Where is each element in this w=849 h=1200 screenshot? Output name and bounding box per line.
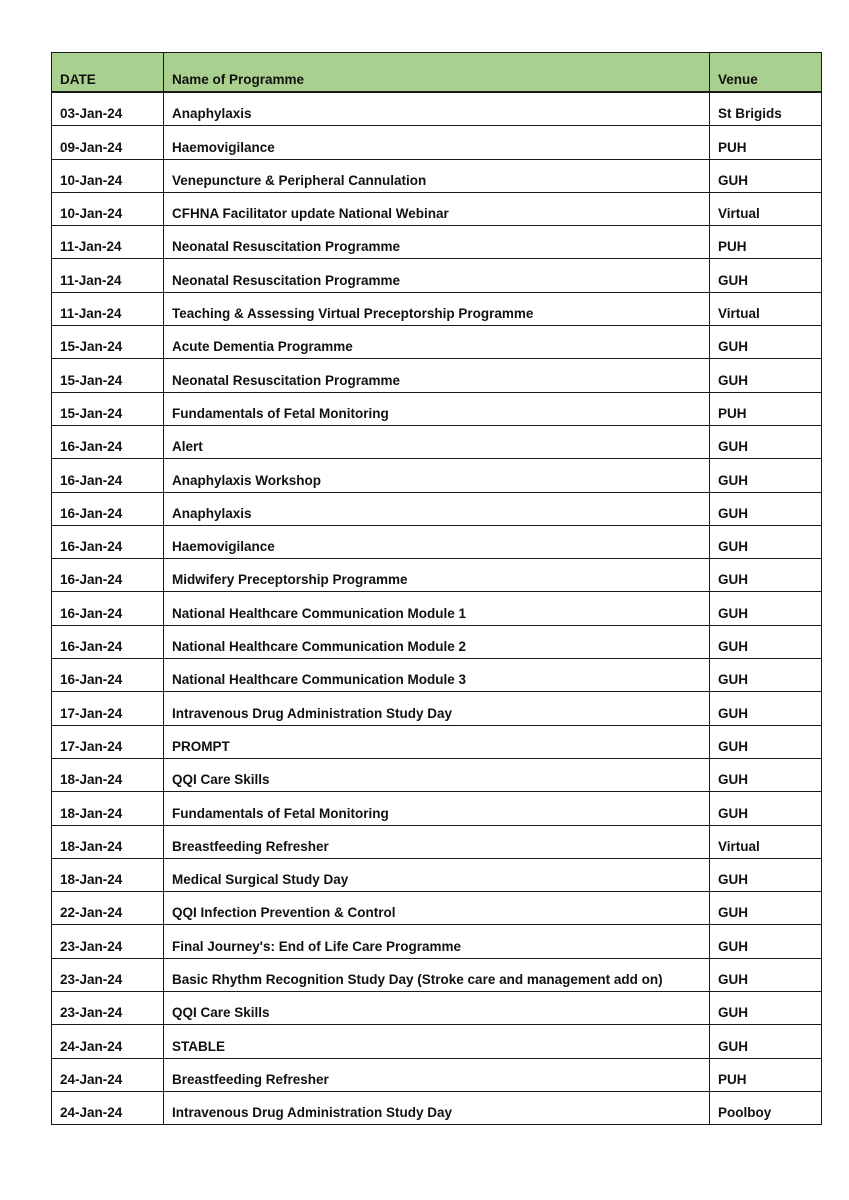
cell-programme: Neonatal Resuscitation Programme bbox=[164, 359, 710, 392]
cell-venue: GUH bbox=[710, 892, 822, 925]
cell-programme: National Healthcare Communication Module 1 bbox=[164, 592, 710, 625]
cell-venue: GUH bbox=[710, 725, 822, 758]
header-row bbox=[52, 53, 822, 93]
cell-date: 15-Jan-24 bbox=[52, 392, 164, 425]
cell-date: 11-Jan-24 bbox=[52, 292, 164, 325]
table-row bbox=[52, 1091, 822, 1124]
cell-date: 18-Jan-24 bbox=[52, 792, 164, 825]
table-row bbox=[52, 192, 822, 225]
table-row bbox=[52, 1058, 822, 1091]
cell-date: 16-Jan-24 bbox=[52, 525, 164, 558]
cell-venue: GUH bbox=[710, 958, 822, 991]
header-programme: Name of Programme bbox=[164, 53, 710, 93]
cell-programme: Neonatal Resuscitation Programme bbox=[164, 259, 710, 292]
cell-venue: GUH bbox=[710, 858, 822, 891]
table-row bbox=[52, 758, 822, 791]
cell-programme: Midwifery Preceptorship Programme bbox=[164, 559, 710, 592]
cell-venue: St Brigids bbox=[710, 92, 822, 126]
cell-programme: Basic Rhythm Recognition Study Day (Stroke care and management add on) bbox=[164, 958, 710, 991]
table-row bbox=[52, 226, 822, 259]
cell-venue: GUH bbox=[710, 425, 822, 458]
table-row bbox=[52, 559, 822, 592]
cell-programme: National Healthcare Communication Module 2 bbox=[164, 625, 710, 658]
table-row bbox=[52, 159, 822, 192]
table-row bbox=[52, 392, 822, 425]
cell-date: 18-Jan-24 bbox=[52, 758, 164, 791]
cell-date: 16-Jan-24 bbox=[52, 625, 164, 658]
table-row bbox=[52, 725, 822, 758]
cell-venue: PUH bbox=[710, 226, 822, 259]
cell-venue: GUH bbox=[710, 758, 822, 791]
cell-programme: Neonatal Resuscitation Programme bbox=[164, 226, 710, 259]
cell-programme: STABLE bbox=[164, 1025, 710, 1058]
table-row bbox=[52, 992, 822, 1025]
cell-date: 15-Jan-24 bbox=[52, 326, 164, 359]
table-body bbox=[52, 92, 822, 1125]
cell-programme: Intravenous Drug Administration Study Day bbox=[164, 1091, 710, 1124]
table-row bbox=[52, 592, 822, 625]
table-row bbox=[52, 459, 822, 492]
cell-date: 11-Jan-24 bbox=[52, 226, 164, 259]
cell-date: 23-Jan-24 bbox=[52, 958, 164, 991]
cell-date: 11-Jan-24 bbox=[52, 259, 164, 292]
table-row bbox=[52, 958, 822, 991]
cell-programme: National Healthcare Communication Module 3 bbox=[164, 659, 710, 692]
cell-programme: Medical Surgical Study Day bbox=[164, 858, 710, 891]
cell-venue: GUH bbox=[710, 259, 822, 292]
table-row bbox=[52, 425, 822, 458]
cell-date: 10-Jan-24 bbox=[52, 192, 164, 225]
cell-date: 16-Jan-24 bbox=[52, 559, 164, 592]
cell-programme: Teaching & Assessing Virtual Preceptorship Programme bbox=[164, 292, 710, 325]
cell-programme: Acute Dementia Programme bbox=[164, 326, 710, 359]
cell-venue: GUH bbox=[710, 525, 822, 558]
cell-venue: Virtual bbox=[710, 192, 822, 225]
cell-date: 18-Jan-24 bbox=[52, 825, 164, 858]
cell-venue: GUH bbox=[710, 992, 822, 1025]
cell-programme: Alert bbox=[164, 425, 710, 458]
cell-programme: Breastfeeding Refresher bbox=[164, 825, 710, 858]
table-row bbox=[52, 692, 822, 725]
cell-venue: GUH bbox=[710, 925, 822, 958]
cell-date: 24-Jan-24 bbox=[52, 1091, 164, 1124]
cell-venue: PUH bbox=[710, 1058, 822, 1091]
cell-programme: Fundamentals of Fetal Monitoring bbox=[164, 792, 710, 825]
table-row bbox=[52, 1025, 822, 1058]
cell-programme: QQI Care Skills bbox=[164, 758, 710, 791]
cell-programme: QQI Care Skills bbox=[164, 992, 710, 1025]
table-row bbox=[52, 659, 822, 692]
cell-venue: GUH bbox=[710, 792, 822, 825]
cell-venue: GUH bbox=[710, 692, 822, 725]
header-venue: Venue bbox=[710, 53, 822, 93]
cell-date: 09-Jan-24 bbox=[52, 126, 164, 159]
cell-date: 23-Jan-24 bbox=[52, 992, 164, 1025]
cell-venue: GUH bbox=[710, 592, 822, 625]
cell-programme: Anaphylaxis bbox=[164, 492, 710, 525]
cell-date: 17-Jan-24 bbox=[52, 692, 164, 725]
table-row bbox=[52, 892, 822, 925]
cell-venue: Virtual bbox=[710, 825, 822, 858]
cell-programme: Fundamentals of Fetal Monitoring bbox=[164, 392, 710, 425]
cell-venue: PUH bbox=[710, 392, 822, 425]
cell-venue: GUH bbox=[710, 659, 822, 692]
cell-venue: Poolboy bbox=[710, 1091, 822, 1124]
cell-programme: Anaphylaxis Workshop bbox=[164, 459, 710, 492]
table-row bbox=[52, 92, 822, 126]
programme-schedule-table bbox=[51, 52, 822, 1125]
table-row bbox=[52, 858, 822, 891]
cell-programme: CFHNA Facilitator update National Webinar bbox=[164, 192, 710, 225]
cell-venue: GUH bbox=[710, 326, 822, 359]
cell-venue: GUH bbox=[710, 492, 822, 525]
cell-date: 16-Jan-24 bbox=[52, 492, 164, 525]
table-row bbox=[52, 359, 822, 392]
cell-date: 16-Jan-24 bbox=[52, 659, 164, 692]
cell-programme: Final Journey's: End of Life Care Programme bbox=[164, 925, 710, 958]
table-row bbox=[52, 126, 822, 159]
cell-venue: GUH bbox=[710, 559, 822, 592]
cell-programme: QQI Infection Prevention & Control bbox=[164, 892, 710, 925]
cell-programme: Venepuncture & Peripheral Cannulation bbox=[164, 159, 710, 192]
cell-programme: Anaphylaxis bbox=[164, 92, 710, 126]
cell-programme: PROMPT bbox=[164, 725, 710, 758]
cell-venue: GUH bbox=[710, 359, 822, 392]
cell-date: 16-Jan-24 bbox=[52, 425, 164, 458]
header-date: DATE bbox=[52, 53, 164, 93]
cell-date: 23-Jan-24 bbox=[52, 925, 164, 958]
cell-programme: Haemovigilance bbox=[164, 126, 710, 159]
table-row bbox=[52, 492, 822, 525]
cell-programme: Breastfeeding Refresher bbox=[164, 1058, 710, 1091]
table-row bbox=[52, 259, 822, 292]
cell-date: 18-Jan-24 bbox=[52, 858, 164, 891]
cell-date: 16-Jan-24 bbox=[52, 592, 164, 625]
cell-date: 15-Jan-24 bbox=[52, 359, 164, 392]
table-header bbox=[52, 53, 822, 93]
table-row bbox=[52, 792, 822, 825]
cell-venue: GUH bbox=[710, 459, 822, 492]
cell-venue: GUH bbox=[710, 625, 822, 658]
table-row bbox=[52, 326, 822, 359]
table-row bbox=[52, 525, 822, 558]
cell-date: 17-Jan-24 bbox=[52, 725, 164, 758]
cell-venue: Virtual bbox=[710, 292, 822, 325]
cell-venue: GUH bbox=[710, 159, 822, 192]
table-row bbox=[52, 625, 822, 658]
cell-date: 03-Jan-24 bbox=[52, 92, 164, 126]
cell-venue: PUH bbox=[710, 126, 822, 159]
cell-date: 24-Jan-24 bbox=[52, 1058, 164, 1091]
table-row bbox=[52, 825, 822, 858]
cell-date: 16-Jan-24 bbox=[52, 459, 164, 492]
table-row bbox=[52, 925, 822, 958]
cell-programme: Haemovigilance bbox=[164, 525, 710, 558]
cell-programme: Intravenous Drug Administration Study Day bbox=[164, 692, 710, 725]
cell-date: 10-Jan-24 bbox=[52, 159, 164, 192]
cell-date: 22-Jan-24 bbox=[52, 892, 164, 925]
table-row bbox=[52, 292, 822, 325]
cell-date: 24-Jan-24 bbox=[52, 1025, 164, 1058]
cell-venue: GUH bbox=[710, 1025, 822, 1058]
